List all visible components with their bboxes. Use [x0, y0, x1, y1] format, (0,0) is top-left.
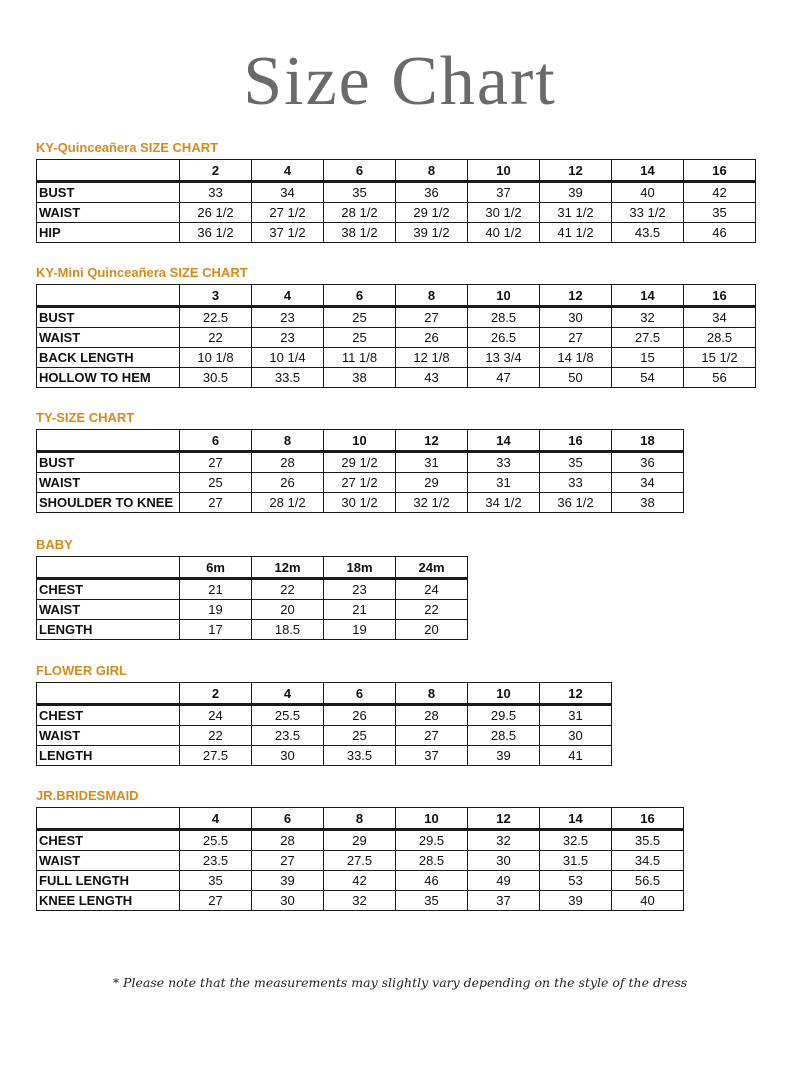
size-header-cell: 4	[252, 683, 324, 705]
size-header-cell: 12	[468, 808, 540, 830]
table-row	[37, 493, 684, 513]
measurement-cell: 31	[468, 473, 540, 493]
table-row	[37, 473, 684, 493]
measurement-cell: 32.5	[540, 830, 612, 851]
size-header-cell: 2	[180, 160, 252, 182]
measurement-cell: 25	[324, 726, 396, 746]
section-title: JR.BRIDESMAID	[36, 788, 139, 803]
size-table	[36, 807, 684, 911]
measurement-cell: 33.5	[252, 368, 324, 388]
size-header-cell: 10	[468, 683, 540, 705]
header-corner-cell	[37, 160, 180, 182]
size-header-cell: 6m	[180, 557, 252, 579]
size-table	[36, 682, 612, 766]
footnote: * Please note that the measurements may slightly vary depending on the style of the dress	[112, 975, 688, 990]
measurement-cell: 23	[252, 307, 324, 328]
measurement-cell: 20	[252, 600, 324, 620]
section-title: KY-Mini Quinceañera SIZE CHART	[36, 265, 248, 280]
size-header-cell: 4	[252, 160, 324, 182]
measurement-cell: 25	[324, 307, 396, 328]
size-section	[36, 663, 612, 766]
measurement-cell: 27 1/2	[252, 203, 324, 223]
size-header-cell: 6	[324, 683, 396, 705]
row-label: CHEST	[37, 579, 180, 600]
measurement-cell: 29	[396, 473, 468, 493]
measurement-cell: 35	[684, 203, 756, 223]
measurement-cell: 22	[396, 600, 468, 620]
measurement-cell: 36	[396, 182, 468, 203]
measurement-cell: 22	[180, 726, 252, 746]
measurement-cell: 28 1/2	[324, 203, 396, 223]
measurement-cell: 36	[612, 452, 684, 473]
measurement-cell: 35	[324, 182, 396, 203]
size-header-cell: 10	[468, 160, 540, 182]
size-header-cell: 8	[396, 683, 468, 705]
size-header-cell: 14	[468, 430, 540, 452]
size-header-cell: 8	[396, 160, 468, 182]
table-row	[37, 452, 684, 473]
header-corner-cell	[37, 683, 180, 705]
measurement-cell: 40 1/2	[468, 223, 540, 243]
row-label: WAIST	[37, 328, 180, 348]
measurement-cell: 18.5	[252, 620, 324, 640]
measurement-cell: 38	[324, 368, 396, 388]
size-header-cell: 18	[612, 430, 684, 452]
table-header-row	[37, 808, 684, 830]
measurement-cell: 27	[180, 891, 252, 911]
header-corner-cell	[37, 557, 180, 579]
measurement-cell: 33.5	[324, 746, 396, 766]
measurement-cell: 17	[180, 620, 252, 640]
measurement-cell: 30	[540, 307, 612, 328]
measurement-cell: 26.5	[468, 328, 540, 348]
measurement-cell: 31	[540, 705, 612, 726]
measurement-cell: 46	[396, 871, 468, 891]
measurement-cell: 34	[684, 307, 756, 328]
size-header-cell: 14	[612, 285, 684, 307]
size-header-cell: 16	[540, 430, 612, 452]
size-section	[36, 265, 756, 388]
size-header-cell: 6	[252, 808, 324, 830]
size-header-cell: 12	[540, 160, 612, 182]
row-label: SHOULDER TO KNEE	[37, 493, 180, 513]
measurement-cell: 37 1/2	[252, 223, 324, 243]
measurement-cell: 35.5	[612, 830, 684, 851]
size-header-cell: 4	[180, 808, 252, 830]
measurement-cell: 26	[252, 473, 324, 493]
measurement-cell: 28 1/2	[252, 493, 324, 513]
size-table	[36, 556, 468, 640]
measurement-cell: 29 1/2	[396, 203, 468, 223]
measurement-cell: 25.5	[252, 705, 324, 726]
size-header-cell: 10	[396, 808, 468, 830]
row-label: HIP	[37, 223, 180, 243]
measurement-cell: 31 1/2	[540, 203, 612, 223]
table-row	[37, 203, 756, 223]
size-section	[36, 140, 756, 243]
row-label: WAIST	[37, 600, 180, 620]
size-header-cell: 4	[252, 285, 324, 307]
measurement-cell: 32	[468, 830, 540, 851]
size-section	[36, 788, 684, 911]
measurement-cell: 15 1/2	[684, 348, 756, 368]
measurement-cell: 33	[540, 473, 612, 493]
measurement-cell: 27.5	[612, 328, 684, 348]
measurement-cell: 30	[540, 726, 612, 746]
measurement-cell: 34.5	[612, 851, 684, 871]
row-label: BUST	[37, 452, 180, 473]
measurement-cell: 22.5	[180, 307, 252, 328]
measurement-cell: 32 1/2	[396, 493, 468, 513]
row-label: LENGTH	[37, 746, 180, 766]
measurement-cell: 35	[180, 871, 252, 891]
measurement-cell: 29.5	[468, 705, 540, 726]
row-label: WAIST	[37, 203, 180, 223]
measurement-cell: 46	[684, 223, 756, 243]
measurement-cell: 25.5	[180, 830, 252, 851]
measurement-cell: 39 1/2	[396, 223, 468, 243]
row-label: BACK LENGTH	[37, 348, 180, 368]
measurement-cell: 27	[180, 493, 252, 513]
table-row	[37, 891, 684, 911]
measurement-cell: 25	[324, 328, 396, 348]
measurement-cell: 27 1/2	[324, 473, 396, 493]
size-header-cell: 12	[540, 285, 612, 307]
size-header-cell: 8	[324, 808, 396, 830]
size-header-cell: 6	[324, 160, 396, 182]
table-header-row	[37, 557, 468, 579]
measurement-cell: 29	[324, 830, 396, 851]
row-label: HOLLOW TO HEM	[37, 368, 180, 388]
measurement-cell: 56.5	[612, 871, 684, 891]
measurement-cell: 41	[540, 746, 612, 766]
measurement-cell: 10 1/8	[180, 348, 252, 368]
measurement-cell: 21	[324, 600, 396, 620]
measurement-cell: 29 1/2	[324, 452, 396, 473]
measurement-cell: 27	[396, 307, 468, 328]
measurement-cell: 49	[468, 871, 540, 891]
measurement-cell: 34 1/2	[468, 493, 540, 513]
measurement-cell: 39	[252, 871, 324, 891]
measurement-cell: 42	[684, 182, 756, 203]
measurement-cell: 36 1/2	[540, 493, 612, 513]
row-label: BUST	[37, 307, 180, 328]
measurement-cell: 28	[252, 830, 324, 851]
table-row	[37, 328, 756, 348]
size-header-cell: 12	[396, 430, 468, 452]
measurement-cell: 30	[252, 746, 324, 766]
measurement-cell: 33	[180, 182, 252, 203]
table-row	[37, 348, 756, 368]
measurement-cell: 34	[252, 182, 324, 203]
measurement-cell: 21	[180, 579, 252, 600]
table-row	[37, 600, 468, 620]
table-header-row	[37, 430, 684, 452]
measurement-cell: 19	[324, 620, 396, 640]
measurement-cell: 24	[396, 579, 468, 600]
measurement-cell: 35	[540, 452, 612, 473]
page-title: Size Chart	[243, 43, 557, 120]
measurement-cell: 14 1/8	[540, 348, 612, 368]
row-label: LENGTH	[37, 620, 180, 640]
measurement-cell: 28	[252, 452, 324, 473]
size-header-cell: 10	[468, 285, 540, 307]
table-header-row	[37, 160, 756, 182]
measurement-cell: 30.5	[180, 368, 252, 388]
measurement-cell: 37	[468, 891, 540, 911]
size-header-cell: 6	[324, 285, 396, 307]
table-row	[37, 307, 756, 328]
size-section	[36, 410, 684, 513]
measurement-cell: 26	[396, 328, 468, 348]
measurement-cell: 38	[612, 493, 684, 513]
size-header-cell: 18m	[324, 557, 396, 579]
measurement-cell: 23	[252, 328, 324, 348]
measurement-cell: 37	[468, 182, 540, 203]
measurement-cell: 23.5	[252, 726, 324, 746]
measurement-cell: 30	[252, 891, 324, 911]
measurement-cell: 26 1/2	[180, 203, 252, 223]
size-header-cell: 16	[684, 285, 756, 307]
size-header-cell: 2	[180, 683, 252, 705]
section-title: BABY	[36, 537, 73, 552]
measurement-cell: 50	[540, 368, 612, 388]
row-label: BUST	[37, 182, 180, 203]
size-header-cell: 12	[540, 683, 612, 705]
measurement-cell: 27	[396, 726, 468, 746]
measurement-cell: 31.5	[540, 851, 612, 871]
size-header-cell: 8	[396, 285, 468, 307]
measurement-cell: 32	[324, 891, 396, 911]
measurement-cell: 13 3/4	[468, 348, 540, 368]
measurement-cell: 23.5	[180, 851, 252, 871]
header-corner-cell	[37, 285, 180, 307]
section-title: FLOWER GIRL	[36, 663, 127, 678]
measurement-cell: 27	[180, 452, 252, 473]
measurement-cell: 28	[396, 705, 468, 726]
measurement-cell: 40	[612, 182, 684, 203]
measurement-cell: 33 1/2	[612, 203, 684, 223]
measurement-cell: 30 1/2	[324, 493, 396, 513]
measurement-cell: 33	[468, 452, 540, 473]
size-header-cell: 14	[612, 160, 684, 182]
size-header-cell: 6	[180, 430, 252, 452]
size-header-cell: 24m	[396, 557, 468, 579]
size-table	[36, 429, 684, 513]
row-label: CHEST	[37, 705, 180, 726]
table-row	[37, 579, 468, 600]
measurement-cell: 19	[180, 600, 252, 620]
measurement-cell: 56	[684, 368, 756, 388]
measurement-cell: 25	[180, 473, 252, 493]
table-row	[37, 830, 684, 851]
measurement-cell: 24	[180, 705, 252, 726]
table-row	[37, 726, 612, 746]
measurement-cell: 12 1/8	[396, 348, 468, 368]
measurement-cell: 27.5	[324, 851, 396, 871]
table-row	[37, 223, 756, 243]
table-header-row	[37, 683, 612, 705]
measurement-cell: 41 1/2	[540, 223, 612, 243]
size-section	[36, 537, 468, 640]
size-header-cell: 12m	[252, 557, 324, 579]
table-row	[37, 182, 756, 203]
measurement-cell: 22	[252, 579, 324, 600]
measurement-cell: 39	[468, 746, 540, 766]
measurement-cell: 42	[324, 871, 396, 891]
measurement-cell: 54	[612, 368, 684, 388]
measurement-cell: 30	[468, 851, 540, 871]
table-row	[37, 871, 684, 891]
size-header-cell: 10	[324, 430, 396, 452]
measurement-cell: 28.5	[468, 307, 540, 328]
table-row	[37, 620, 468, 640]
table-row	[37, 368, 756, 388]
measurement-cell: 32	[612, 307, 684, 328]
measurement-cell: 28.5	[684, 328, 756, 348]
size-table	[36, 159, 756, 243]
measurement-cell: 11 1/8	[324, 348, 396, 368]
size-table	[36, 284, 756, 388]
row-label: CHEST	[37, 830, 180, 851]
measurement-cell: 30 1/2	[468, 203, 540, 223]
size-header-cell: 8	[252, 430, 324, 452]
measurement-cell: 39	[540, 891, 612, 911]
measurement-cell: 40	[612, 891, 684, 911]
measurement-cell: 47	[468, 368, 540, 388]
measurement-cell: 53	[540, 871, 612, 891]
measurement-cell: 43.5	[612, 223, 684, 243]
measurement-cell: 27.5	[180, 746, 252, 766]
measurement-cell: 28.5	[468, 726, 540, 746]
measurement-cell: 27	[540, 328, 612, 348]
section-title: TY-SIZE CHART	[36, 410, 135, 425]
row-label: WAIST	[37, 851, 180, 871]
measurement-cell: 34	[612, 473, 684, 493]
header-corner-cell	[37, 430, 180, 452]
measurement-cell: 38 1/2	[324, 223, 396, 243]
measurement-cell: 31	[396, 452, 468, 473]
measurement-cell: 28.5	[396, 851, 468, 871]
measurement-cell: 10 1/4	[252, 348, 324, 368]
measurement-cell: 36 1/2	[180, 223, 252, 243]
table-row	[37, 851, 684, 871]
table-header-row	[37, 285, 756, 307]
measurement-cell: 23	[324, 579, 396, 600]
section-title: KY-Quinceañera SIZE CHART	[36, 140, 219, 155]
measurement-cell: 43	[396, 368, 468, 388]
row-label: KNEE LENGTH	[37, 891, 180, 911]
measurement-cell: 29.5	[396, 830, 468, 851]
measurement-cell: 35	[396, 891, 468, 911]
row-label: WAIST	[37, 473, 180, 493]
table-row	[37, 705, 612, 726]
row-label: WAIST	[37, 726, 180, 746]
measurement-cell: 37	[396, 746, 468, 766]
measurement-cell: 22	[180, 328, 252, 348]
table-row	[37, 746, 612, 766]
measurement-cell: 27	[252, 851, 324, 871]
measurement-cell: 39	[540, 182, 612, 203]
measurement-cell: 26	[324, 705, 396, 726]
measurement-cell: 15	[612, 348, 684, 368]
measurement-cell: 20	[396, 620, 468, 640]
size-header-cell: 16	[612, 808, 684, 830]
size-header-cell: 14	[540, 808, 612, 830]
row-label: FULL LENGTH	[37, 871, 180, 891]
size-header-cell: 16	[684, 160, 756, 182]
header-corner-cell	[37, 808, 180, 830]
size-header-cell: 3	[180, 285, 252, 307]
